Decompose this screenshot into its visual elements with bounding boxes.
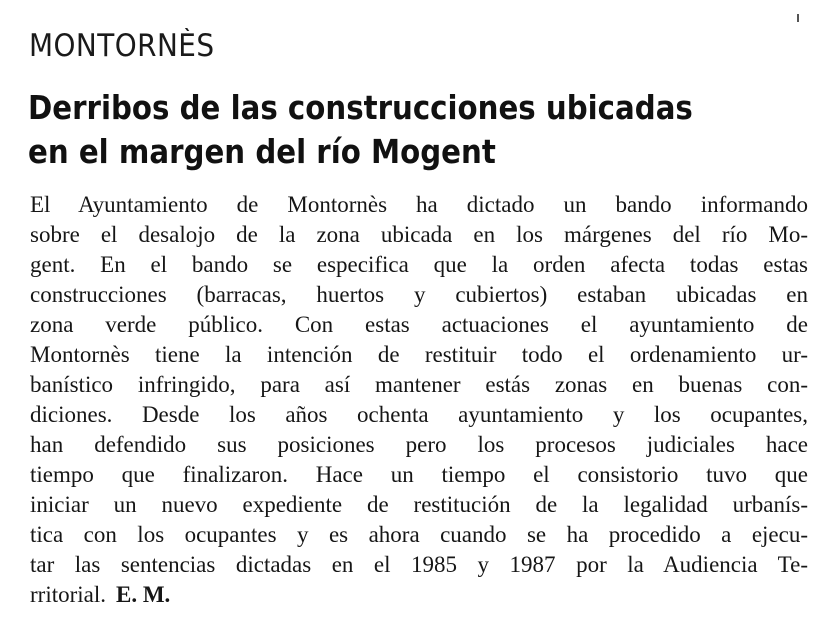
body-line: han defendido sus posiciones pero los procesos judiciales hace bbox=[30, 432, 808, 457]
body-line: sobre el desalojo de la zona ubicada en los márgenes del río Mo- bbox=[30, 222, 808, 247]
body-line: tica con los ocupantes y es ahora cuando se ha procedido a ejecu- bbox=[30, 522, 808, 547]
body-line: banístico infringido, para así mantener estás zonas en buenas con- bbox=[30, 372, 808, 397]
body-line: iniciar un nuevo expediente de restitución de la legalidad urbanís- bbox=[30, 492, 808, 517]
body-line: El Ayuntamiento de Montornès ha dictado un bando informando bbox=[30, 192, 808, 217]
body-line: rritorial. bbox=[30, 582, 106, 607]
headline-line: Derribos de las construcciones ubicadas bbox=[28, 89, 693, 127]
headline bbox=[28, 86, 808, 174]
body-line: tar las sentencias dictadas en el 1985 y 1987 por la Audiencia Te- bbox=[30, 552, 808, 577]
body-line: gent. En el bando se especifica que la orden afecta todas estas bbox=[30, 252, 808, 277]
body-line: tiempo que finalizaron. Hace un tiempo el consistorio tuvo que bbox=[30, 462, 808, 487]
body-line: diciones. Desde los años ochenta ayuntamiento y los ocupantes, bbox=[30, 402, 808, 427]
body-line: construcciones (barracas, huertos y cubiertos) estaban ubicadas en bbox=[30, 282, 808, 307]
author-initials: E. M. bbox=[116, 582, 171, 607]
body-line: zona verde público. Con estas actuaciones el ayuntamiento de bbox=[30, 312, 808, 337]
article-body bbox=[30, 190, 808, 610]
body-line: Montornès tiene la intención de restituir todo el ordenamiento ur- bbox=[30, 342, 808, 367]
headline-line: en el margen del río Mogent bbox=[28, 133, 496, 171]
section-label: MONTORNÈS bbox=[29, 28, 215, 64]
scan-edge-mark bbox=[797, 14, 799, 22]
body-last-line bbox=[30, 580, 808, 610]
